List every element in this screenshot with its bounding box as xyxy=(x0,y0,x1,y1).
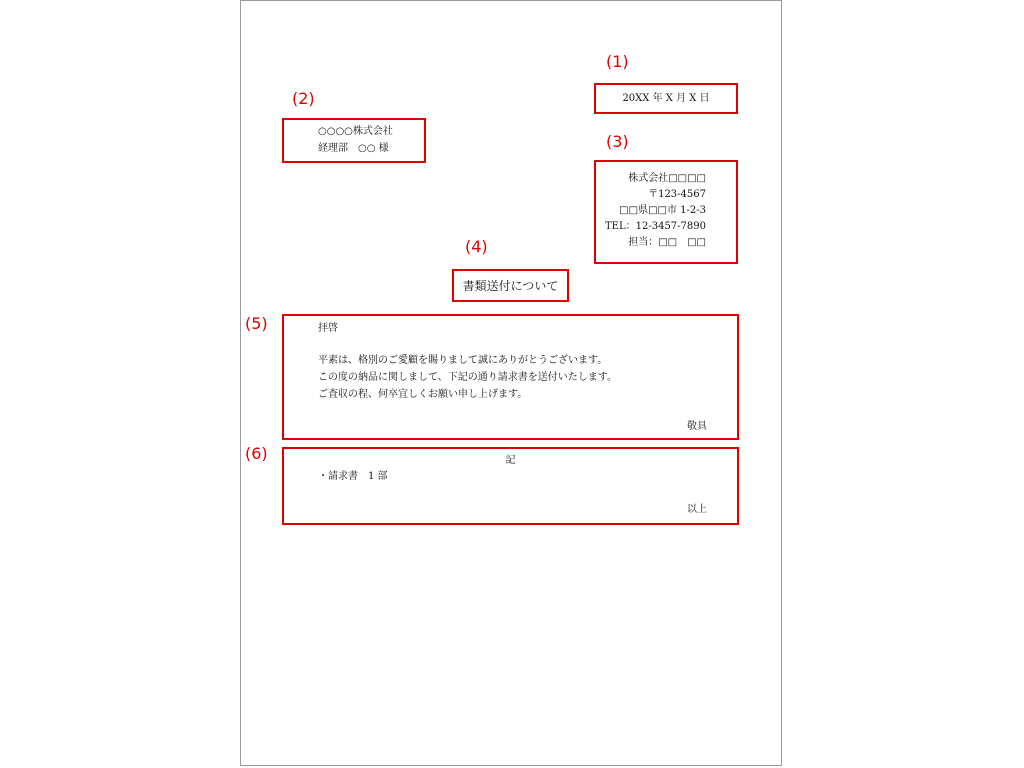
body-line-2: この度の納品に関しまして、下記の通り請求書を送付いたします。 xyxy=(318,372,617,383)
sender-tel: TEL：12-3457-7890 xyxy=(605,221,706,232)
marker-2: (2) xyxy=(292,89,315,108)
recipient-box xyxy=(282,118,426,163)
enclosure-box xyxy=(282,447,739,525)
recipient-company: ○○○○株式会社 xyxy=(318,126,393,137)
sender-address: □□県□□市 1-2-3 xyxy=(619,205,706,216)
marker-6: (6) xyxy=(245,444,268,463)
opening-word: 拝啓 xyxy=(318,323,338,334)
sender-block xyxy=(605,171,706,251)
body-box xyxy=(282,314,739,440)
sender-company: 株式会社□□□□ xyxy=(628,173,706,184)
marker-1: (1) xyxy=(606,52,629,71)
body-line-1: 平素は、格別のご愛顧を賜りまして誠にありがとうございます。 xyxy=(318,355,608,366)
enclosure-end: 以上 xyxy=(687,504,707,515)
document-subject: 書類送付について xyxy=(462,279,559,293)
enclosure-item: ・請求書 1 部 xyxy=(318,471,388,482)
sender-postal: 〒123-4567 xyxy=(648,189,706,200)
marker-5: (5) xyxy=(245,314,268,333)
marker-4: (4) xyxy=(465,237,488,256)
enclosure-heading: 記 xyxy=(505,455,516,466)
document-date: 20XX 年 X 月 X 日 xyxy=(622,93,710,104)
recipient-person: 経理部 ○○ 様 xyxy=(318,143,389,154)
date-box xyxy=(594,83,738,114)
sender-contact: 担当：□□ □□ xyxy=(628,237,706,248)
marker-3: (3) xyxy=(606,132,629,151)
sender-box xyxy=(594,160,738,264)
closing-word: 敬具 xyxy=(687,421,707,432)
body-line-3: ご査収の程、何卒宜しくお願い申し上げます。 xyxy=(318,389,528,400)
subject-box xyxy=(452,269,569,302)
